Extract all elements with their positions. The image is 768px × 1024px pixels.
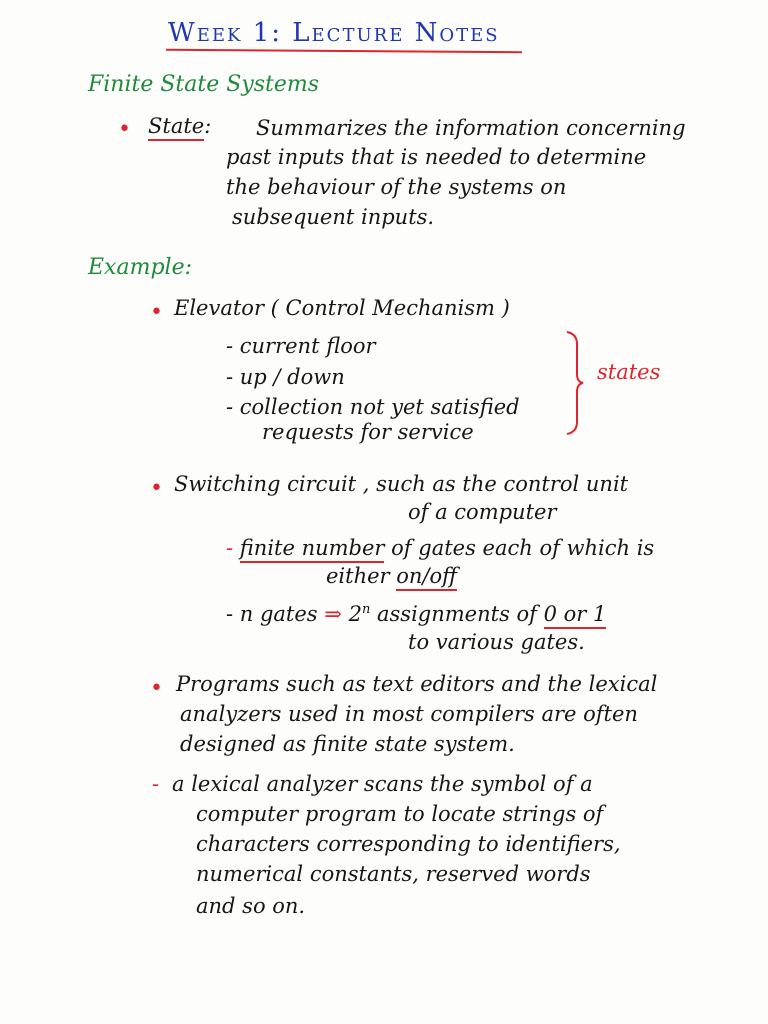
finite-number-term: finite number <box>240 536 385 563</box>
switching-line-2: of a computer <box>408 500 557 524</box>
bullet-switching: • <box>150 476 163 501</box>
state-term-word: State <box>148 114 204 141</box>
implies-arrow: ⇒ <box>324 602 342 626</box>
lexical-line-2: computer program to locate strings of <box>196 802 604 826</box>
page-title: Week 1: Lecture Notes <box>168 18 500 48</box>
finite-number-line <box>226 536 654 560</box>
state-term-colon: : <box>204 114 212 138</box>
elevator-item-3: - collection not yet satisfied <box>226 395 520 419</box>
programs-line-2: analyzers used in most compilers are often <box>180 702 638 726</box>
power-base: 2 <box>348 602 362 626</box>
bullet-elevator: • <box>150 300 163 325</box>
state-line-2: past inputs that is needed to determine <box>226 145 647 169</box>
n-gates-line <box>226 602 606 626</box>
states-brace <box>563 330 585 436</box>
section-heading: Finite State Systems <box>88 72 320 97</box>
lexical-line-4: numerical constants, reserved words <box>196 862 591 886</box>
finite-number-rest: of gates each of which is <box>391 536 655 560</box>
assignments-text: assignments of <box>377 602 537 626</box>
bullet-programs: • <box>150 676 163 701</box>
state-line-3: the behaviour of the systems on <box>226 175 567 199</box>
state-line-1: Summarizes the information concerning <box>256 116 686 140</box>
lexical-line-1: a lexical analyzer scans the symbol of a <box>172 772 593 796</box>
elevator-item-2: - up / down <box>226 365 345 389</box>
n-gates-line-2: to various gates. <box>408 630 585 654</box>
power-exponent: n <box>361 602 371 617</box>
programs-line-3: designed as finite state system. <box>180 732 515 756</box>
on-off-line <box>326 564 457 588</box>
elevator-item-4: requests for service <box>262 420 474 444</box>
states-label: states <box>597 360 661 384</box>
switching-line-1: Switching circuit , such as the control unit <box>174 472 629 496</box>
on-off-prefix: either <box>326 564 390 588</box>
zero-or-one: 0 or 1 <box>544 602 607 629</box>
lexical-line-3: characters corresponding to identifiers, <box>196 832 621 856</box>
elevator-title: Elevator ( Control Mechanism ) <box>174 296 510 320</box>
finite-number-dash: - <box>226 536 234 560</box>
lexical-dash: - <box>152 772 160 796</box>
on-off-term: on/off <box>396 564 457 591</box>
state-term <box>148 114 211 138</box>
programs-line-1: Programs such as text editors and the lexical <box>176 672 658 696</box>
lexical-line-5: and so on. <box>196 894 306 918</box>
elevator-item-1: - current floor <box>226 334 376 358</box>
n-gates-prefix: - n gates <box>226 602 318 626</box>
bullet-state: • <box>118 117 131 142</box>
title-underline <box>166 49 522 53</box>
example-label: Example: <box>88 255 192 280</box>
state-line-4: subsequent inputs. <box>232 205 435 229</box>
